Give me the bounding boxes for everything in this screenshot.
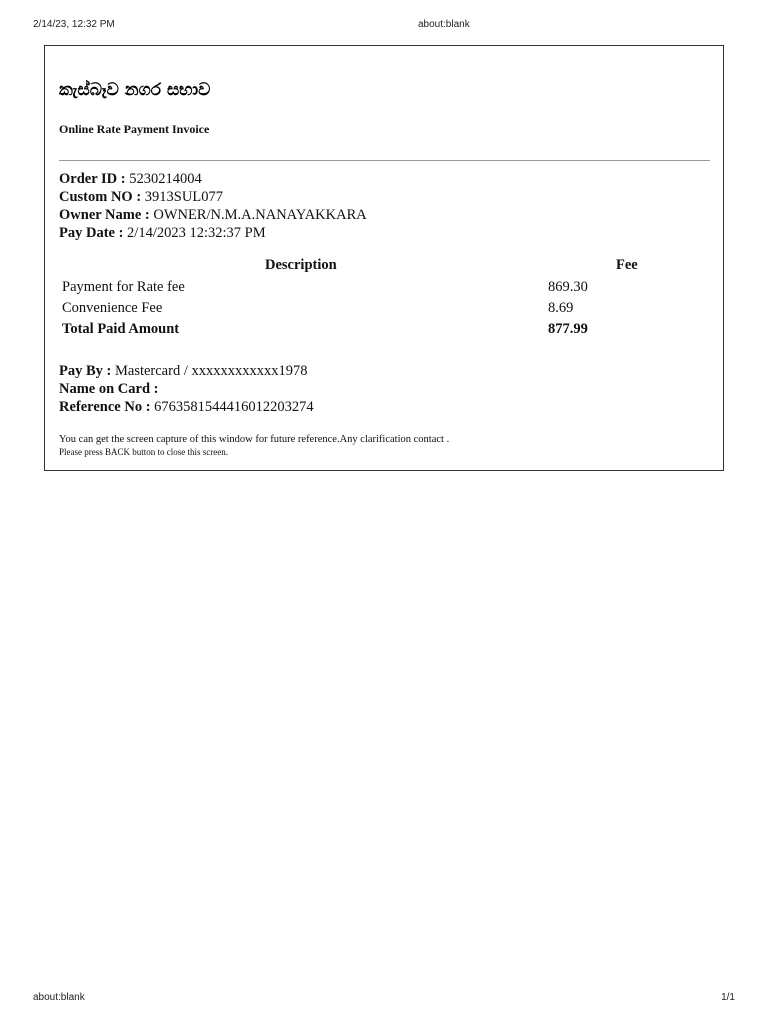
fee-row-description: Payment for Rate fee bbox=[62, 279, 185, 295]
reference-no-line bbox=[59, 398, 314, 416]
fee-row-description: Convenience Fee bbox=[62, 300, 163, 316]
pay-date-value: 2/14/2023 12:32:37 PM bbox=[127, 225, 266, 241]
print-footer bbox=[0, 992, 768, 1006]
header-divider bbox=[59, 160, 710, 161]
council-name-heading: කැස්බෑව නගර සභාව bbox=[59, 80, 211, 100]
pay-by-line bbox=[59, 362, 314, 380]
invoice-title: Online Rate Payment Invoice bbox=[59, 122, 210, 136]
name-on-card-line bbox=[59, 380, 314, 398]
screen-capture-note: You can get the screen capture of this window for future reference.Any clarification contact . bbox=[59, 434, 450, 445]
owner-name-label: Owner Name : bbox=[59, 207, 150, 223]
order-id-label: Order ID : bbox=[59, 171, 126, 187]
reference-no-value: 6763581544416012203274 bbox=[154, 399, 314, 415]
pay-date-line bbox=[59, 224, 367, 242]
fee-row-convenience bbox=[59, 300, 710, 320]
total-label: Total Paid Amount bbox=[62, 321, 180, 337]
owner-name-line bbox=[59, 206, 367, 224]
fee-row-total bbox=[59, 321, 710, 341]
order-info bbox=[59, 170, 367, 242]
description-header: Description bbox=[265, 257, 337, 273]
custom-no-value: 3913SUL077 bbox=[144, 189, 223, 205]
payment-info bbox=[59, 362, 314, 416]
pay-by-value: Mastercard / xxxxxxxxxxxx1978 bbox=[114, 363, 308, 379]
order-id-line bbox=[59, 170, 367, 188]
custom-no-line bbox=[59, 188, 367, 206]
reference-no-label: Reference No : bbox=[59, 399, 151, 415]
fee-row-amount: 8.69 bbox=[548, 300, 574, 316]
fee-row-amount: 869.30 bbox=[548, 279, 588, 295]
footer-url: about:blank bbox=[33, 992, 85, 1003]
pay-by-label: Pay By : bbox=[59, 363, 112, 379]
print-url: about:blank bbox=[418, 19, 470, 30]
name-on-card-label: Name on Card : bbox=[59, 381, 159, 397]
order-id-value: 5230214004 bbox=[129, 171, 202, 187]
fee-header: Fee bbox=[616, 257, 638, 273]
fee-row-rate bbox=[59, 279, 710, 299]
page-number: 1/1 bbox=[721, 992, 735, 1003]
back-button-note: Please press BACK button to close this screen. bbox=[59, 447, 228, 457]
owner-name-value: OWNER/N.M.A.NANAYAKKARA bbox=[153, 207, 367, 223]
print-header bbox=[0, 19, 768, 33]
print-datetime: 2/14/23, 12:32 PM bbox=[33, 19, 115, 30]
custom-no-label: Custom NO : bbox=[59, 189, 142, 205]
total-amount: 877.99 bbox=[548, 321, 588, 337]
invoice-container bbox=[44, 45, 724, 471]
footer-notes bbox=[59, 433, 449, 458]
pay-date-label: Pay Date : bbox=[59, 225, 124, 241]
